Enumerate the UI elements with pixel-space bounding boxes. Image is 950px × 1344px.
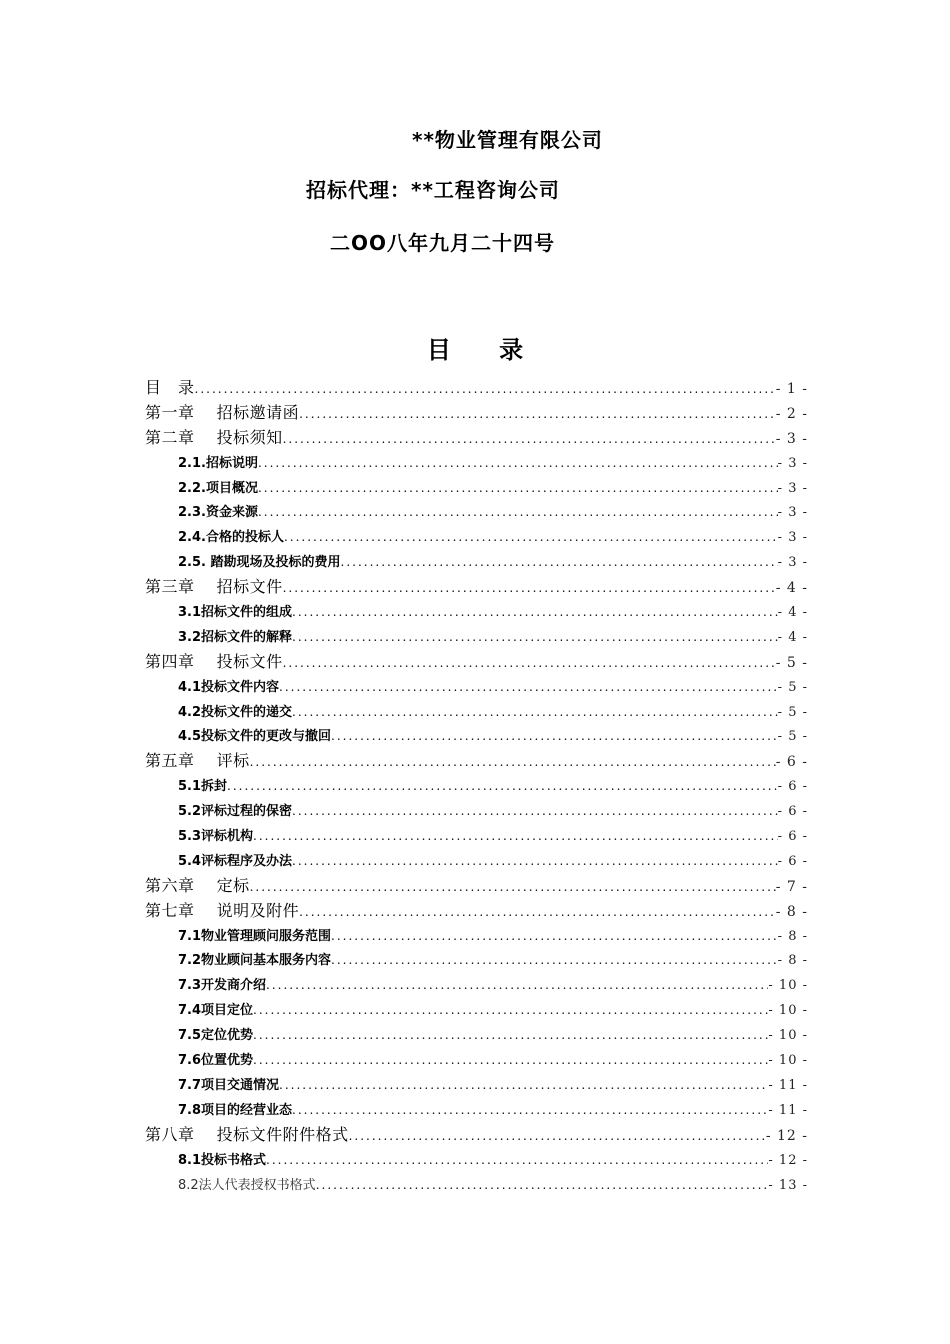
toc-page-number: - 2 - [775,405,808,422]
toc-entry-label: 第八章 投标文件附件格式 [145,1124,349,1144]
toc-page-number: - 12 - [765,1127,808,1144]
toc-leader-dots [253,998,768,1023]
toc-section-entry[interactable] [145,998,808,1023]
toc-leader-dots [299,402,776,426]
toc-section-entry[interactable] [145,1098,808,1123]
toc-leader-dots [299,900,776,924]
toc-chapter-entry[interactable] [145,899,808,924]
toc-chapter-entry[interactable] [145,874,808,899]
toc-page-number: - 5 - [777,704,808,720]
toc-page-number: - 5 - [775,654,808,671]
toc-entry-label: 4.5投标文件的更改与撤回 [178,729,332,745]
toc-entry-label: 7.4项目定位 [178,1003,254,1019]
toc-leader-dots [331,924,778,949]
toc-section-entry[interactable] [145,476,808,501]
toc-page-number: - 8 - [777,953,808,969]
toc-page-number: - 8 - [777,928,808,944]
toc-leader-dots [258,451,778,476]
toc-entry-label: 第七章 说明及附件 [145,900,300,920]
toc-entry-label: 8.1投标书格式 [178,1152,267,1168]
toc-page-number: - 3 - [777,480,808,496]
toc-page-number: - 4 - [777,605,808,621]
toc-leader-dots [292,700,778,725]
toc-page-number: - 3 - [775,430,808,447]
toc-section-entry[interactable] [145,1023,808,1048]
toc-chapter-entry[interactable] [145,575,808,600]
toc-entry-label: 第四章 投标文件 [145,651,283,671]
toc-section-entry[interactable] [145,948,808,973]
toc-section-entry[interactable] [145,1048,808,1073]
toc-leader-dots [250,875,776,899]
toc-entry-label: 4.2投标文件的递交 [178,704,293,720]
toc-page-number: - 8 - [775,903,808,920]
toc-entry-label: 7.8项目的经营业态 [178,1102,293,1118]
toc-entry-label: 2.4.合格的投标人 [178,530,284,546]
toc-entry-label: 4.1投标文件内容 [178,679,280,695]
toc-page-number: - 1 - [775,381,808,397]
toc-page-number: - 13 - [768,1177,808,1193]
toc-section-entry[interactable] [145,500,808,525]
toc-entry-label: 3.2招标文件的解释 [178,629,293,645]
toc-leader-dots [283,576,776,600]
toc-section-entry[interactable] [145,724,808,749]
toc-section-entry[interactable] [145,600,808,625]
toc-leader-dots [250,750,776,774]
toc-page-number: - 10 - [768,978,808,994]
toc-leader-dots [253,824,778,849]
toc-leader-dots [292,625,778,650]
toc-section-entry[interactable] [145,1173,808,1198]
toc-page-number: - 10 - [768,1003,808,1019]
toc-chapter-entry[interactable] [145,426,808,451]
toc-entry-label: 2.1.招标说明 [178,455,258,471]
toc-section-entry[interactable] [145,774,808,799]
toc-entry-label: 7.3开发商介绍 [178,978,267,994]
toc-entry-label: 7.7项目交通情况 [178,1077,280,1093]
toc-chapter-entry[interactable] [145,1123,808,1148]
toc-leader-dots [258,476,778,501]
toc-leader-dots [253,1048,768,1073]
toc-leader-dots [292,600,778,625]
toc-section-entry[interactable] [145,550,808,575]
toc-leader-dots [292,799,778,824]
toc-entry-label: 目 录 [145,378,195,397]
toc-entry-label: 第一章 招标邀请函 [145,402,300,422]
toc-leader-dots [195,377,776,401]
toc-section-entry[interactable] [145,675,808,700]
toc-section-entry[interactable] [145,924,808,949]
toc-entry-label: 5.2评标过程的保密 [178,804,293,820]
toc-page-number: - 6 - [777,804,808,820]
toc-entry-label: 第五章 评标 [145,751,250,771]
toc-leader-dots [292,849,778,874]
toc-section-entry[interactable] [145,700,808,725]
toc-leader-dots [258,500,778,525]
toc-entry-label: 5.1拆封 [178,779,228,795]
toc-entry-label: 第二章 投标须知 [145,427,283,447]
toc-page-number: - 11 - [768,1077,808,1093]
toc-page-number: - 6 - [777,853,808,869]
tender-agent: 招标代理：**工程咨询公司 [306,178,560,202]
toc-page-number: - 10 - [768,1028,808,1044]
toc-leader-dots [266,973,768,998]
toc-entry-label: 5.3评标机构 [178,829,254,845]
toc-page-number: - 11 - [768,1102,808,1118]
toc-section-entry[interactable] [145,1148,808,1173]
toc-section-entry[interactable] [145,1073,808,1098]
toc-page-number: - 7 - [775,878,808,895]
toc-section-entry[interactable] [145,625,808,650]
toc-leader-dots [227,774,778,799]
toc-page-number: - 3 - [777,455,808,471]
toc-title: 目 录 [426,336,544,364]
toc-page-number: - 5 - [777,729,808,745]
toc-leader-dots [279,1073,768,1098]
toc-page-number: - 10 - [768,1053,808,1069]
toc-page-number: - 6 - [777,779,808,795]
toc-chapter-entry[interactable] [145,749,808,774]
toc-page-number: - 5 - [777,679,808,695]
toc-leader-dots [266,1148,768,1173]
toc-entry-label: 7.5定位优势 [178,1028,254,1044]
toc-section-entry[interactable] [145,451,808,476]
toc-leader-dots [349,1124,766,1148]
toc-entry-label: 第三章 招标文件 [145,577,283,597]
toc-page-number: - 3 - [777,530,808,546]
toc-entry-label: 第六章 定标 [145,875,250,895]
document-date: 二OO八年九月二十四号 [330,231,556,255]
toc-leader-dots [283,651,776,675]
toc-entry-label: 5.4评标程序及办法 [178,853,293,869]
toc-section-entry[interactable] [145,799,808,824]
toc-chapter-entry[interactable] [145,401,808,426]
toc-page-number: - 3 - [777,505,808,521]
company-name: **物业管理有限公司 [412,128,603,152]
toc-page-number: - 4 - [777,629,808,645]
toc-leader-dots [284,525,778,550]
toc-section-entry[interactable] [145,973,808,998]
toc-chapter-entry[interactable] [145,650,808,675]
toc-section-entry[interactable] [145,849,808,874]
toc-page-number: - 12 - [768,1152,808,1168]
toc-entry-label: 7.2物业顾问基本服务内容 [178,953,332,969]
toc-entry-label: 8.2法人代表授权书格式 [178,1177,316,1193]
toc-leader-dots [283,427,776,451]
toc-leader-dots [316,1173,769,1198]
toc-leader-dots [292,1098,768,1123]
toc-page-number: - 4 - [775,580,808,597]
toc-chapter-entry[interactable] [145,376,808,401]
toc-page-number: - 6 - [777,829,808,845]
toc-section-entry[interactable] [145,525,808,550]
toc-section-entry[interactable] [145,824,808,849]
toc-page-number: - 6 - [775,754,808,771]
toc-entry-label: 2.3.资金来源 [178,505,258,521]
toc-leader-dots [279,675,778,700]
toc-entry-label: 7.6位置优势 [178,1053,254,1069]
toc-leader-dots [331,724,778,749]
toc-entry-label: 7.1物业管理顾问服务范围 [178,928,332,944]
toc-entry-label: 2.2.项目概况 [178,480,258,496]
toc-leader-dots [253,1023,768,1048]
toc-entry-label: 3.1招标文件的组成 [178,605,293,621]
toc-leader-dots [341,550,778,575]
toc-entry-label: 2.5. 踏勘现场及投标的费用 [178,555,341,571]
toc-leader-dots [331,948,778,973]
table-of-contents [145,376,808,1197]
toc-page-number: - 3 - [777,555,808,571]
